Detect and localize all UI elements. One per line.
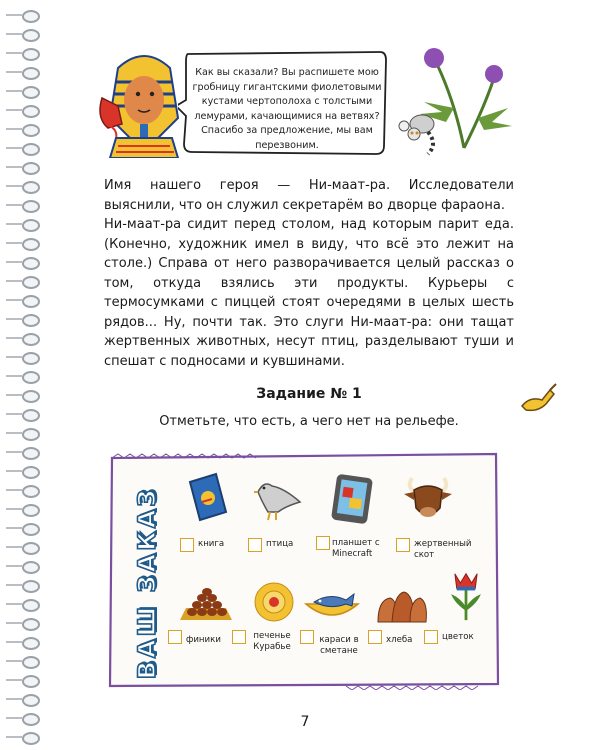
binding-ring xyxy=(22,219,40,232)
bread-icon xyxy=(374,580,430,632)
binding-ring xyxy=(22,143,40,156)
binding-ring xyxy=(22,105,40,118)
binding-ring xyxy=(22,162,40,175)
binding-ring xyxy=(22,409,40,422)
cookie-label: печенье Курабье xyxy=(253,631,291,652)
tablet-icon xyxy=(326,472,382,524)
dates-icon xyxy=(178,580,234,632)
bull-label: жертвенный скот xyxy=(414,539,472,560)
bird-label: птица xyxy=(266,539,294,549)
spiral-binding xyxy=(0,0,40,750)
bread-label: хлеба xyxy=(386,635,413,645)
binding-ring xyxy=(22,713,40,726)
binding-ring xyxy=(22,86,40,99)
tablet-label: планшет с Minecraft xyxy=(332,538,380,559)
binding-ring xyxy=(22,200,40,213)
paragraph-1: Имя нашего героя — Ни-маат-ра. Исследователи выяснили, что он служил секретарём во дворце фараона. xyxy=(104,178,514,213)
fish-dish-checkbox[interactable] xyxy=(300,630,314,644)
bull-checkbox[interactable] xyxy=(396,538,410,552)
binding-ring xyxy=(22,181,40,194)
binding-ring xyxy=(22,675,40,688)
binding-ring xyxy=(22,523,40,536)
tablet-checkbox[interactable] xyxy=(316,536,330,550)
binding-ring xyxy=(22,732,40,745)
bull-icon xyxy=(400,472,456,524)
binding-ring xyxy=(22,314,40,327)
binding-ring xyxy=(22,485,40,498)
flower-checkbox[interactable] xyxy=(424,630,438,644)
binding-ring xyxy=(22,238,40,251)
binding-ring xyxy=(22,257,40,270)
bread-checkbox[interactable] xyxy=(368,630,382,644)
order-label xyxy=(132,488,162,678)
binding-ring xyxy=(22,333,40,346)
binding-ring xyxy=(22,295,40,308)
book-checkbox[interactable] xyxy=(180,538,194,552)
bird-checkbox[interactable] xyxy=(248,538,262,552)
binding-ring xyxy=(22,504,40,517)
paragraph-2: Ни-маат-ра сидит перед столом, над которым парит еда. (Конечно, художник имел в виду, что всё это лежит на столе.) Справа от него разворачивается целый рассказ о том, откуда взялись эти продукты. Курьеры с термосумками с пиццей стоят очередями в целых шесть рядов... Ну, почти так. Это слуги Ни-маат-ра: они тащат жертвенных животных, несут птиц, разделывают туши и спешат с подносами и кувшинами. xyxy=(104,217,514,369)
flower-icon xyxy=(438,570,494,622)
pharaoh-on-phone-illustration xyxy=(98,48,190,158)
binding-ring xyxy=(22,124,40,137)
binding-ring xyxy=(22,29,40,42)
binding-ring xyxy=(22,656,40,669)
binding-ring xyxy=(22,428,40,441)
binding-ring xyxy=(22,371,40,384)
binding-ring xyxy=(22,67,40,80)
task-instruction: Отметьте, что есть, а чего нет на рельефе. xyxy=(159,414,459,429)
book-icon xyxy=(180,472,236,524)
task-title: Задание № 1 xyxy=(256,386,362,402)
binding-ring xyxy=(22,580,40,593)
fish-dish-label: караси в сметане xyxy=(319,635,359,656)
page-number: 7 xyxy=(300,714,310,730)
binding-ring xyxy=(22,48,40,61)
fish-dish-icon xyxy=(304,580,360,632)
binding-ring xyxy=(22,542,40,555)
binding-ring xyxy=(22,352,40,365)
body-text xyxy=(104,176,514,371)
pencil-hand-icon xyxy=(520,382,560,412)
dates-label: финики xyxy=(186,635,221,645)
binding-ring xyxy=(22,466,40,479)
binding-ring xyxy=(22,599,40,612)
binding-ring xyxy=(22,694,40,707)
speech-bubble xyxy=(178,46,390,158)
thistle-lemur-illustration xyxy=(394,38,514,158)
binding-ring xyxy=(22,10,40,23)
cookie-icon xyxy=(246,576,302,628)
book-label: книга xyxy=(198,539,225,549)
binding-ring xyxy=(22,618,40,631)
bird-icon xyxy=(250,472,306,524)
order-label-text: ВАШ ЗАКАЗ xyxy=(133,486,161,680)
binding-ring xyxy=(22,561,40,574)
flower-label: цветок xyxy=(442,632,474,642)
binding-ring xyxy=(22,276,40,289)
binding-ring xyxy=(22,637,40,650)
speech-bubble-text: Как вы сказали? Вы распишете мою гробницу гигантскими фиолетовыми кустами чертополоха с толстыми лемурами, качающимися на ветвях? Спасибо за предложение, мы вам перезвоним. xyxy=(192,67,382,151)
cookie-checkbox[interactable] xyxy=(232,630,246,644)
binding-ring xyxy=(22,390,40,403)
dates-checkbox[interactable] xyxy=(168,630,182,644)
binding-ring xyxy=(22,447,40,460)
